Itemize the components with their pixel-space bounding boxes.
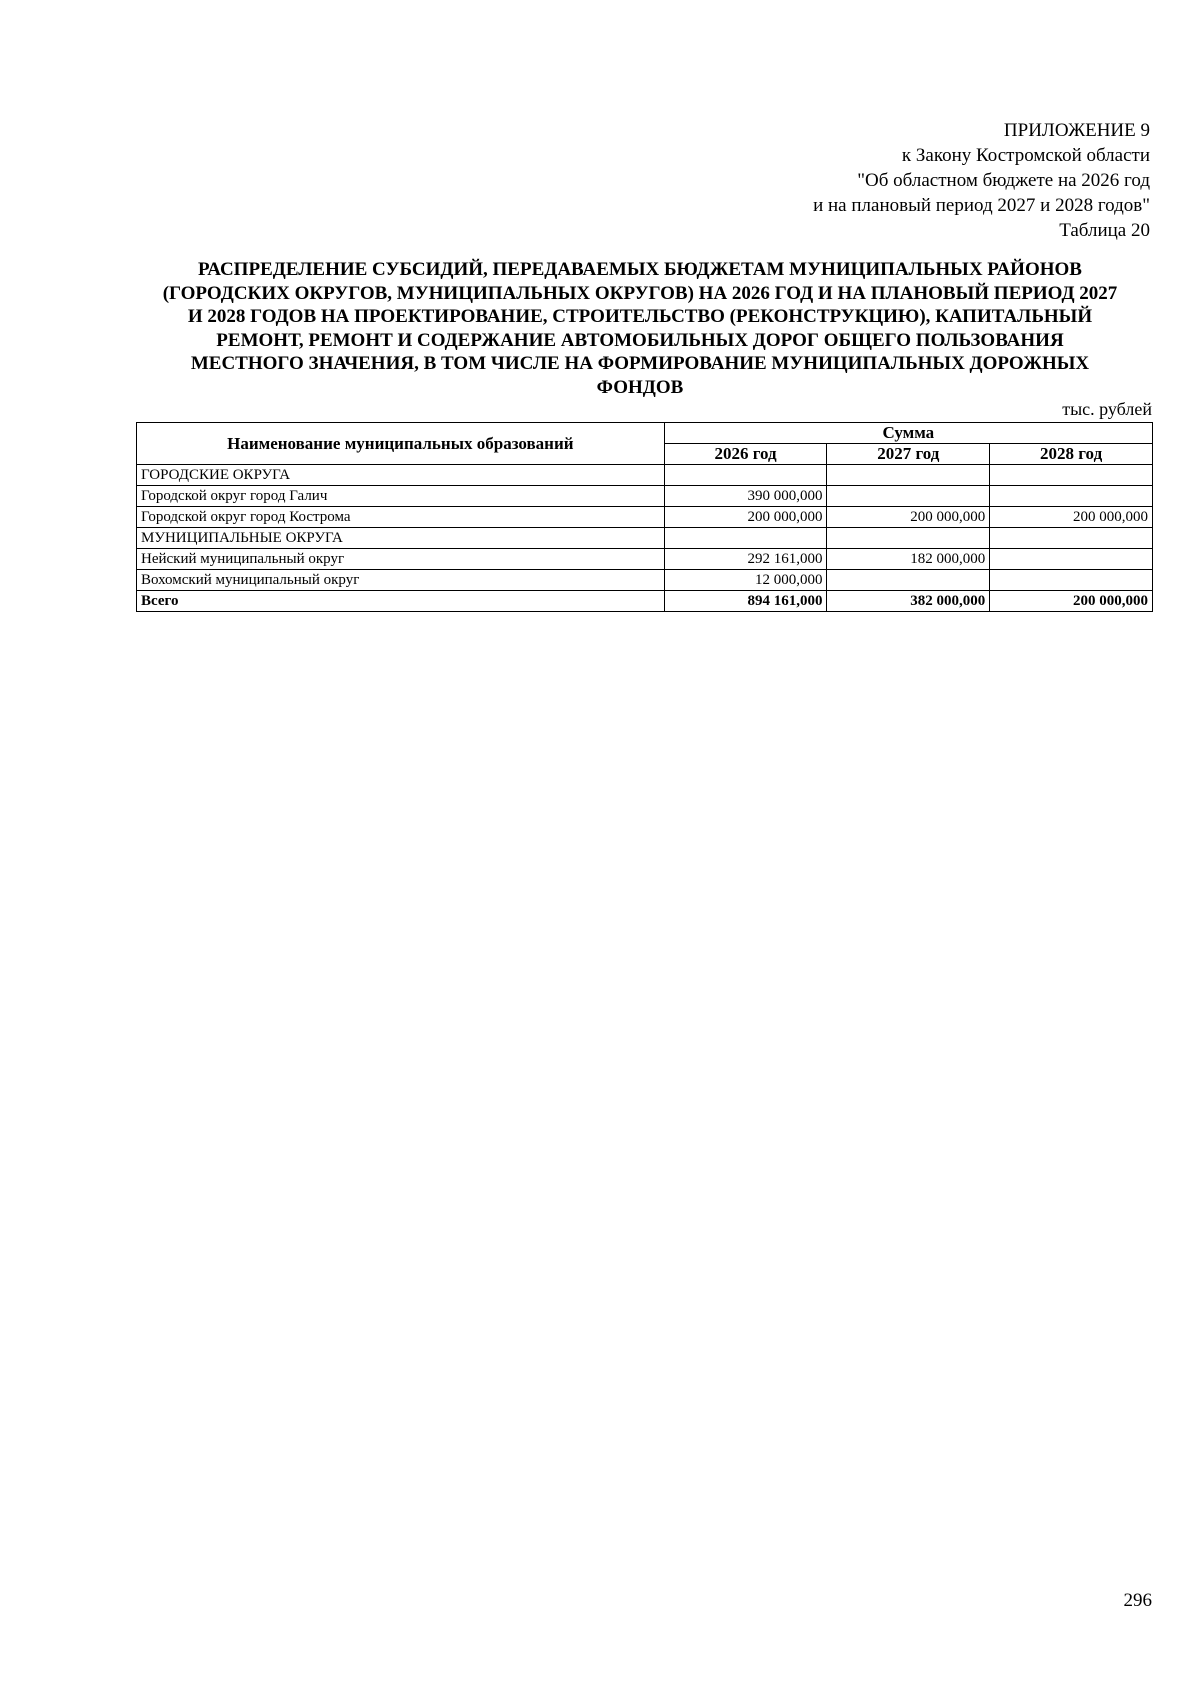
municipality-name: ГОРОДСКИЕ ОКРУГА: [137, 465, 665, 486]
amount-2028: [990, 528, 1153, 549]
title-line: РАСПРЕДЕЛЕНИЕ СУБСИДИЙ, ПЕРЕДАВАЕМЫХ БЮДЖЕТАМ МУНИЦИПАЛЬНЫХ РАЙОНОВ: [198, 259, 1082, 280]
amount-2027: 200 000,000: [827, 507, 990, 528]
amount-2028: 200 000,000: [990, 507, 1153, 528]
column-header-2027: 2027 год: [827, 444, 990, 465]
title-line: (ГОРОДСКИХ ОКРУГОВ, МУНИЦИПАЛЬНЫХ ОКРУГОВ) НА 2026 ГОД И НА ПЛАНОВЫЙ ПЕРИОД 2027: [162, 282, 1118, 304]
law-reference-line-2: "Об областном бюджете на 2026 год: [857, 170, 1150, 191]
municipality-name: Городской округ город Галич: [137, 486, 665, 507]
table-header-row: [137, 423, 1153, 444]
amount-2026: [664, 528, 827, 549]
column-header-sum: Сумма: [664, 423, 1152, 444]
amount-2027: [827, 528, 990, 549]
amount-2026: 12 000,000: [664, 570, 827, 591]
amount-2028: [990, 465, 1153, 486]
table-row-group: [137, 528, 1153, 549]
title-line: РЕМОНТ, РЕМОНТ И СОДЕРЖАНИЕ АВТОМОБИЛЬНЫХ ДОРОГ ОБЩЕГО ПОЛЬЗОВАНИЯ: [216, 329, 1064, 351]
table-row: [137, 570, 1153, 591]
appendix-number: ПРИЛОЖЕНИЕ 9: [1003, 120, 1150, 141]
amount-2026: 390 000,000: [664, 486, 827, 507]
table-row: [137, 549, 1153, 570]
amount-2028: [990, 486, 1153, 507]
amount-2027: [827, 486, 990, 507]
amount-2026: [664, 465, 827, 486]
municipality-name: Городской округ город Кострома: [137, 507, 665, 528]
total-2027: 382 000,000: [827, 591, 990, 612]
total-2026: 894 161,000: [664, 591, 827, 612]
amount-2028: [990, 549, 1153, 570]
amount-2027: [827, 570, 990, 591]
municipality-name: Вохомский муниципальный округ: [137, 570, 665, 591]
table-row-total: [137, 591, 1153, 612]
column-header-name: Наименование муниципальных образований: [137, 423, 665, 465]
amount-2028: [990, 570, 1153, 591]
units-label: тыс. рублей: [1062, 399, 1152, 419]
document-title: [125, 258, 1155, 399]
page-number: 296: [1123, 1590, 1152, 1611]
table-row: [137, 507, 1153, 528]
amount-2026: 292 161,000: [664, 549, 827, 570]
title-line: МЕСТНОГО ЗНАЧЕНИЯ, В ТОМ ЧИСЛЕ НА ФОРМИРОВАНИЕ МУНИЦИПАЛЬНЫХ ДОРОЖНЫХ: [190, 353, 1090, 374]
amount-2027: [827, 465, 990, 486]
law-reference-line-3: и на плановый период 2027 и 2028 годов": [813, 195, 1150, 216]
municipality-name: Нейский муниципальный округ: [137, 549, 665, 570]
appendix-header: [813, 118, 1150, 243]
table-row-group: [137, 465, 1153, 486]
table-reference: Таблица 20: [1059, 220, 1150, 241]
column-header-2028: 2028 год: [990, 444, 1153, 465]
column-header-2026: 2026 год: [664, 444, 827, 465]
municipality-name: МУНИЦИПАЛЬНЫЕ ОКРУГА: [137, 528, 665, 549]
amount-2027: 182 000,000: [827, 549, 990, 570]
title-line: И 2028 ГОДОВ НА ПРОЕКТИРОВАНИЕ, СТРОИТЕЛЬСТВО (РЕКОНСТРУКЦИЮ), КАПИТАЛЬНЫЙ: [187, 306, 1093, 327]
total-2028: 200 000,000: [990, 591, 1153, 612]
amount-2026: 200 000,000: [664, 507, 827, 528]
subsidy-table: [136, 422, 1153, 612]
total-label: Всего: [137, 591, 665, 612]
table-row: [137, 486, 1153, 507]
title-line: ФОНДОВ: [596, 376, 684, 398]
law-reference-line-1: к Закону Костромской области: [901, 145, 1150, 166]
